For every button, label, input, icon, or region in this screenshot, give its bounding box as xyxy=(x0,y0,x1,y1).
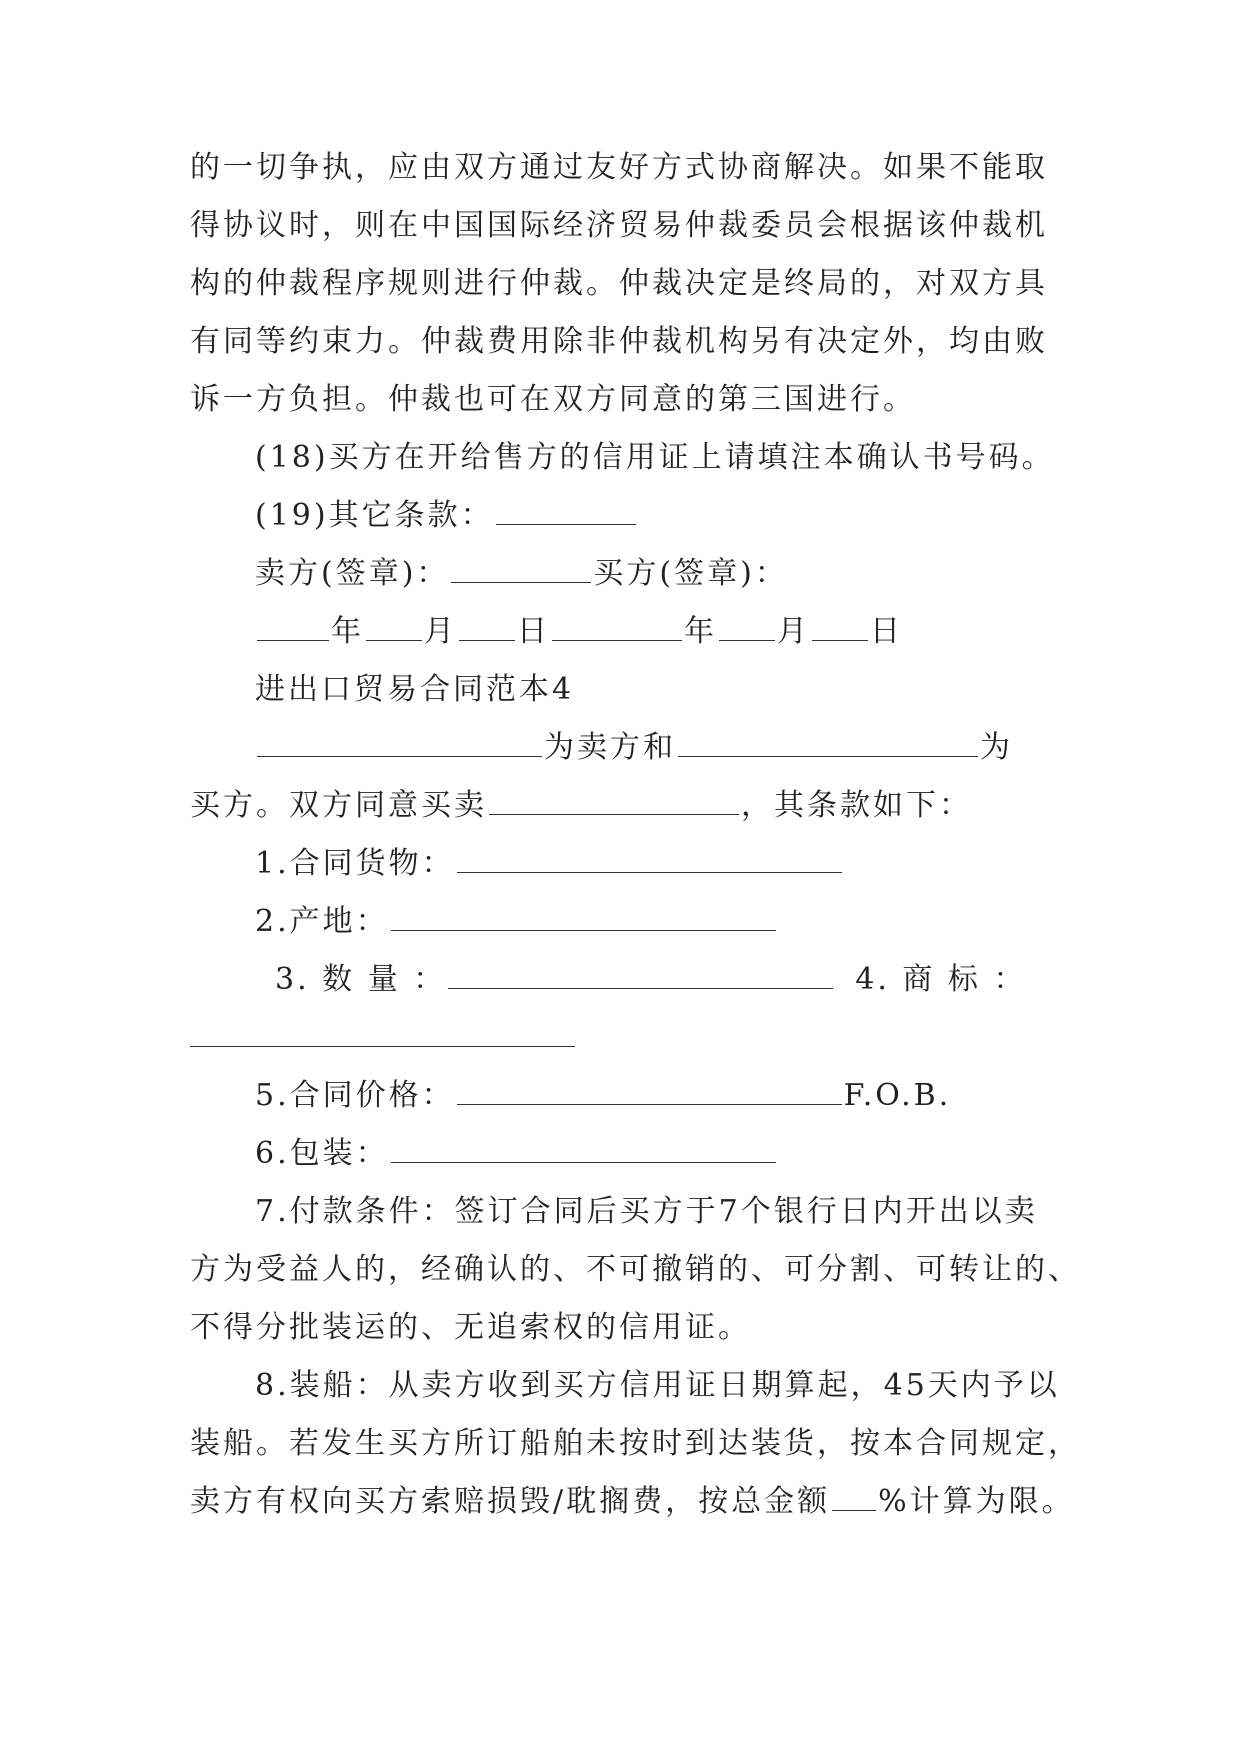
blank-line xyxy=(448,962,833,989)
intro-text: ，其条款如下： xyxy=(741,788,972,823)
paragraph-line: 的一切争执，应由双方通过友好方式协商解决。如果不能取 xyxy=(190,150,1048,185)
section-heading: 进出口贸易合同范本4 xyxy=(255,672,575,707)
item-5 xyxy=(255,1076,1115,1116)
blank-line xyxy=(391,1136,776,1163)
blank-line xyxy=(719,614,775,641)
item-7-line: 方为受益人的，经确认的、不可撤销的、可分割、可转让的、 xyxy=(190,1252,1081,1287)
date-year-label: 年 xyxy=(684,614,717,649)
intro-line-1 xyxy=(255,728,1115,768)
intro-seller-label: 为卖方和 xyxy=(544,730,676,765)
buyer-sign-label: 买方(签章)： xyxy=(593,556,788,591)
blank-line xyxy=(257,730,542,757)
date-month-label: 月 xyxy=(424,614,457,649)
paragraph-line: 诉一方负担。仲裁也可在双方同意的第三国进行。 xyxy=(190,382,916,417)
clause-18: (18)买方在开给售方的信用证上请填注本确认书号码。 xyxy=(255,440,1055,475)
blank-line xyxy=(457,1078,842,1105)
item-2-label: 2.产地： xyxy=(255,904,389,939)
date-line xyxy=(255,612,1115,652)
item-8-text: %计算为限。 xyxy=(878,1484,1075,1519)
blank-line xyxy=(496,498,636,525)
item-5-suffix: F.O.B. xyxy=(843,1078,952,1113)
blank-line xyxy=(190,1046,575,1047)
item-5-label: 5.合同价格： xyxy=(255,1078,455,1113)
blank-line xyxy=(459,614,515,641)
date-month-label: 月 xyxy=(777,614,810,649)
blank-line xyxy=(832,1484,876,1511)
item-8-text: 卖方有权向买方索赔损毁/耽搁费，按总金额 xyxy=(190,1484,831,1519)
paragraph-line: 有同等约束力。仲裁费用除非仲裁机构另有决定外，均由败 xyxy=(190,324,1048,359)
paragraph-line: 构的仲裁程序规则进行仲裁。仲裁决定是终局的，对双方具 xyxy=(190,266,1048,301)
item-3-4 xyxy=(275,960,1035,1000)
item-7-line: 7.付款条件：签订合同后买方于7个银行日内开出以卖 xyxy=(255,1194,1038,1229)
blank-line xyxy=(552,614,682,641)
blank-line xyxy=(678,730,978,757)
blank-line xyxy=(391,904,776,931)
intro-buyer-label: 为 xyxy=(980,730,1013,765)
item-8-line: 8.装船：从卖方收到买方信用证日期算起，45天内予以 xyxy=(255,1368,1060,1403)
date-year-label: 年 xyxy=(331,614,364,649)
blank-line xyxy=(451,556,591,583)
item-8-line: 装船。若发生买方所订船舶未按时到达装货，按本合同规定， xyxy=(190,1426,1081,1461)
intro-text: 买方。双方同意买卖 xyxy=(190,788,487,823)
date-day-label: 日 xyxy=(870,614,903,649)
intro-line-2 xyxy=(190,786,1050,826)
clause-19-label: (19)其它条款： xyxy=(255,498,494,533)
blank-line xyxy=(457,846,842,873)
blank-line xyxy=(812,614,868,641)
item-6 xyxy=(255,1134,1115,1174)
item-6-label: 6.包装： xyxy=(255,1136,389,1171)
item-7-line: 不得分批装运的、无追索权的信用证。 xyxy=(190,1310,751,1345)
blank-line xyxy=(489,788,739,815)
blank-line xyxy=(257,614,329,641)
seller-sign-label: 卖方(签章)： xyxy=(255,556,450,591)
item-3-label: 3. 数 量 ： xyxy=(275,962,447,997)
item-2 xyxy=(255,902,1115,942)
blank-line xyxy=(366,614,422,641)
paragraph-line: 得协议时，则在中国国际经济贸易仲裁委员会根据该仲裁机 xyxy=(190,208,1048,243)
item-8-last-line xyxy=(190,1482,1075,1522)
item-1 xyxy=(255,844,1115,884)
item-4-label: 4. 商 标 ： xyxy=(855,962,1027,997)
signature-line xyxy=(255,554,1115,594)
date-day-label: 日 xyxy=(517,614,550,649)
clause-19 xyxy=(255,496,1115,536)
item-1-label: 1.合同货物： xyxy=(255,846,455,881)
